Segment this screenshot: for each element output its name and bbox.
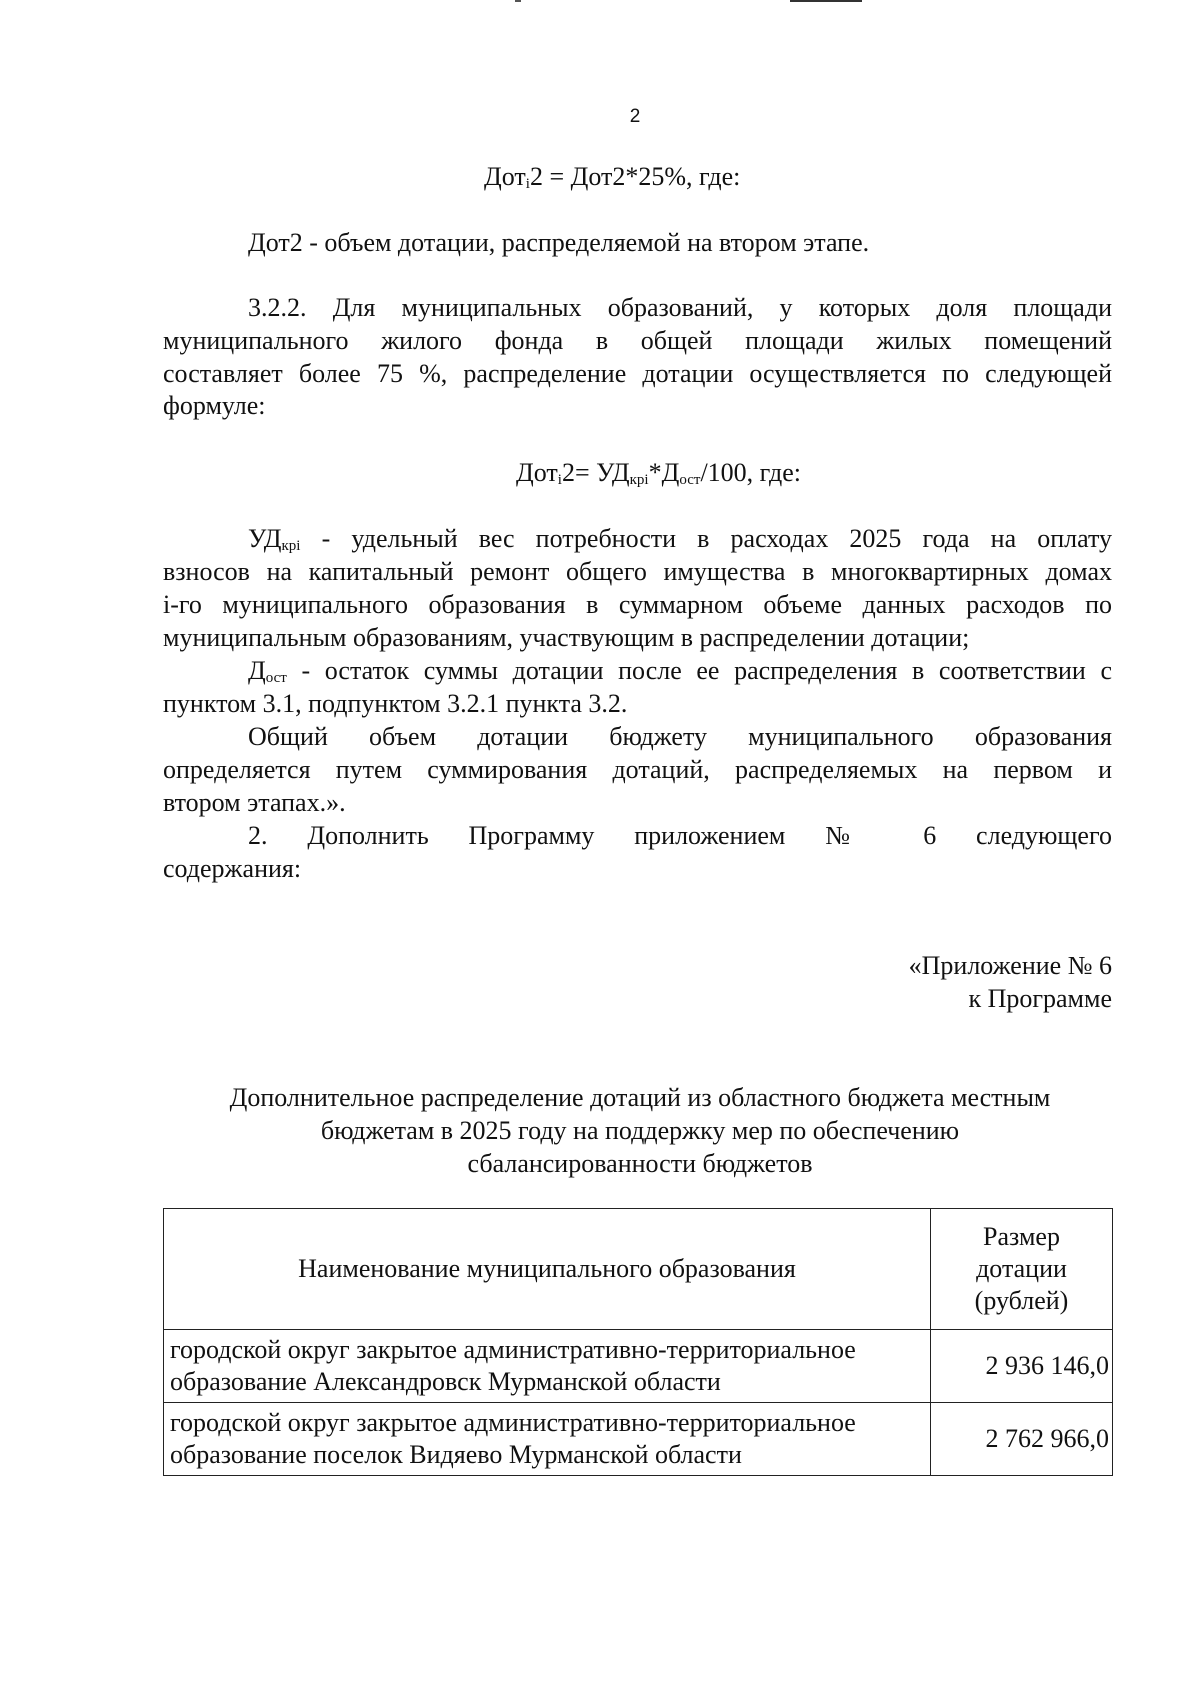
subsidy-distribution-table bbox=[163, 1208, 1113, 1476]
table-title-line: Дополнительное распределение дотаций из областного бюджета местным bbox=[229, 1083, 1051, 1112]
appendix-label: «Приложение № 6 bbox=[908, 951, 1112, 980]
paragraph-line: взносов на капитальный ремонт общего имущества в многоквартирных домах bbox=[163, 557, 1112, 586]
municipality-name-cell: городской округ закрытое административно-территориальное образование Александровск Мурманской области bbox=[164, 1330, 931, 1403]
formula-subscript: ост bbox=[679, 472, 701, 488]
paragraph-line: формуле: bbox=[163, 391, 266, 420]
paragraph-line: пунктом 3.1, подпунктом 3.2.1 пункта 3.2. bbox=[163, 689, 628, 718]
symbol-subscript: ост bbox=[265, 670, 287, 686]
paragraph-line: составляет более 75 %, распределение дотации осуществляется по следующей bbox=[163, 359, 1112, 388]
definition-text: - остаток суммы дотации после ее распределения в соответствии с bbox=[286, 656, 1112, 685]
table-row bbox=[164, 1403, 1113, 1476]
paragraph-line bbox=[248, 523, 1112, 556]
definition-text: - удельный вес потребности в расходах 2025 года на оплату bbox=[300, 524, 1112, 553]
paragraph-line: муниципальным образованиям, участвующим в распределении дотации; bbox=[163, 623, 970, 652]
paragraph-line: содержания: bbox=[163, 854, 302, 883]
table-title-line: бюджетам в 2025 году на поддержку мер по обеспечению bbox=[320, 1116, 960, 1145]
scan-mark bbox=[790, 0, 862, 2]
municipality-name-cell: городской округ закрытое административно-территориальное образование поселок Видяево Мурманской области bbox=[164, 1403, 931, 1476]
formula-text: 2= УД bbox=[561, 458, 630, 487]
formula-text: Дот bbox=[484, 162, 526, 191]
amount-cell: 2 936 146,0 bbox=[931, 1330, 1113, 1403]
formula-text: Дот bbox=[516, 458, 558, 487]
paragraph-line: 2. Дополнить Программу приложением № 6 следующего bbox=[248, 821, 1112, 850]
table-title-line: сбалансированности бюджетов bbox=[467, 1149, 813, 1178]
scan-mark bbox=[515, 0, 521, 2]
page-number: 2 bbox=[629, 106, 641, 127]
symbol: Д bbox=[248, 656, 266, 685]
formula-subscript: крi bbox=[629, 472, 649, 488]
symbol-subscript: крi bbox=[281, 538, 301, 554]
formula-text: /100, где: bbox=[700, 458, 802, 487]
formula-subscript: i bbox=[557, 472, 562, 488]
paragraph-line: 3.2.2. Для муниципальных образований, у которых доля площади bbox=[248, 293, 1112, 322]
symbol: УД bbox=[248, 524, 282, 553]
paragraph-line bbox=[248, 655, 1112, 688]
paragraph-line: муниципального жилого фонда в общей площади жилых помещений bbox=[163, 326, 1112, 355]
paragraph-line: i-го муниципального образования в суммарном объеме данных расходов по bbox=[163, 590, 1112, 619]
appendix-label: к Программе bbox=[968, 984, 1112, 1013]
header-amount-cell: Размер дотации (рублей) bbox=[931, 1209, 1113, 1330]
definition-dot2: Дот2 - объем дотации, распределяемой на втором этапе. bbox=[248, 228, 870, 257]
table-header-row bbox=[164, 1209, 1113, 1330]
paragraph-line: втором этапах.». bbox=[163, 788, 346, 817]
formula-subscript: i bbox=[525, 176, 530, 192]
formula-dot-i-2 bbox=[484, 161, 904, 194]
amount-cell: 2 762 966,0 bbox=[931, 1403, 1113, 1476]
formula-dot-i-2-distribution bbox=[516, 457, 1116, 490]
paragraph-line: определяется путем суммирования дотаций, распределяемых на первом и bbox=[163, 755, 1112, 784]
formula-text: *Д bbox=[648, 458, 680, 487]
paragraph-line: Общий объем дотации бюджету муниципального образования bbox=[248, 722, 1112, 751]
formula-text: 2 = Дот2*25%, где: bbox=[529, 162, 741, 191]
table-row bbox=[164, 1330, 1113, 1403]
header-name-cell: Наименование муниципального образования bbox=[164, 1209, 931, 1330]
